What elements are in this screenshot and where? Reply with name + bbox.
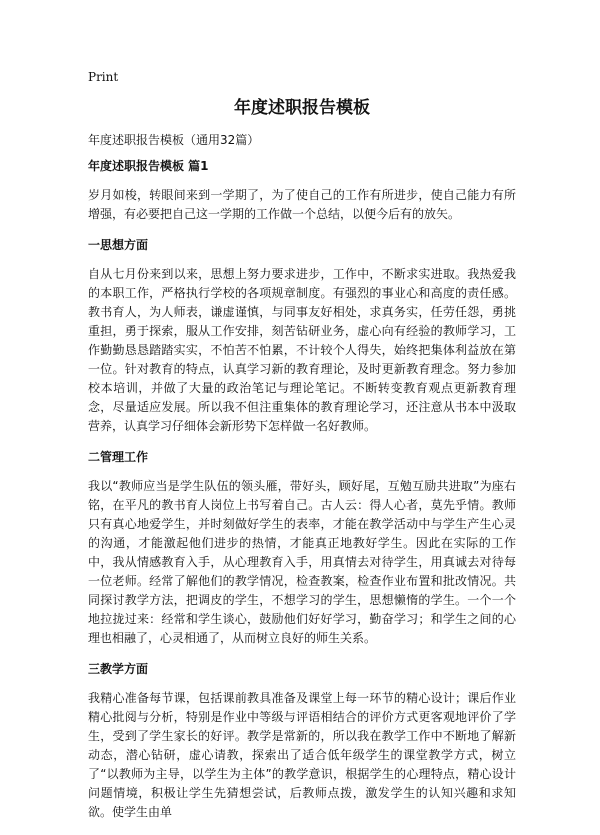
document-body <box>88 132 516 835</box>
section-heading-thought: 一思想方面 <box>88 238 149 252</box>
paragraph-thought: 自从七月份来到以来，思想上努力要求进步，工作中，不断求实进取。我热爱我的本职工作，严格执行学校的各项规章制度。有强烈的事业心和高度的责任感。教书育人，为人师表，谦虚谨慎，与同事友好相处，求真务实，任劳任怨，勇挑重担，勇于探索，服从工作安排，刻苦钻研业务，虚心向有经验的教师学习，工作勤勤恳恳踏踏实实，不怕苦不怕累，不计较个人得失，始终把集体利益放在第一位。针对教育的特点，认真学习新的教育理论，及时更新教育理念。努力参加校本培训，并做了大量的政治笔记与理论笔记。不断转变教育观点更新教育理念，尽量适应发展。所以我不但注重集体的教育理论学习，还注意从书本中汲取营养，认真学习仔细体会新形势下怎样做一名好教师。 <box>88 267 516 433</box>
page-title: 年度述职报告模板 <box>234 98 370 118</box>
section-heading-part1: 年度述职报告模板 篇1 <box>88 159 209 173</box>
paragraph-intro: 岁月如梭，转眼间来到一学期了，为了使自己的工作有所进步，使自己能力有所增强，有必要把自己这一学期的工作做一个总结，以便今后有的放矢。 <box>88 188 516 221</box>
paragraph-management: 我以“教师应当是学生队伍的领头雁，带好头，顾好尾，互勉互励共进取”为座右铭，在平凡的教书育人岗位上书写着自己。古人云：得人心者，莫先乎情。教师只有真心地爱学生，并时刻做好学生的表率，才能在教学活动中与学生产生心灵的沟通，才能激起他们进步的热情，才能真正地教好学生。因此在实际的工作中，我从情感教育入手，从心理教育入手，用真情去对待学生，用真诚去对待每一位老师。经常了解他们的教学情况，检查教案，检查作业布置和批改情况。共同探讨教学方法，把调皮的学生，不想学习的学生，思想懒惰的学生。一个一个地拉拢过来：经常和学生谈心，鼓励他们好好学习，勤奋学习；和学生之间的心理也相融了，心灵相通了，从而树立良好的师生关系。 <box>88 479 516 645</box>
section-heading-teaching: 三教学方面 <box>88 662 149 676</box>
document-subtitle: 年度述职报告模板（通用32篇） <box>88 133 260 147</box>
print-label: Print <box>88 70 119 84</box>
section-heading-management: 二管理工作 <box>88 450 149 464</box>
paragraph-teaching: 我精心准备每节课，包括课前教具准备及课堂上每一环节的精心设计；课后作业精心批阅与分析，特别是作业中等级与评语相结合的评价方式更客观地评价了学生，受到了学生家长的好评。教学是常新的，所以我在教学工作中不断地了解新动态，潜心钻研，虚心请教，探索出了适合低年级学生的课堂教学方式，树立了“以教师为主导，以学生为主体”的教学意识，根据学生的心理特点，精心设计问题情境，积极让学生先猜想尝试，后教师点拨，激发学生的认知兴趣和求知欲。使学生由单 <box>88 691 516 819</box>
document-page <box>88 0 516 819</box>
